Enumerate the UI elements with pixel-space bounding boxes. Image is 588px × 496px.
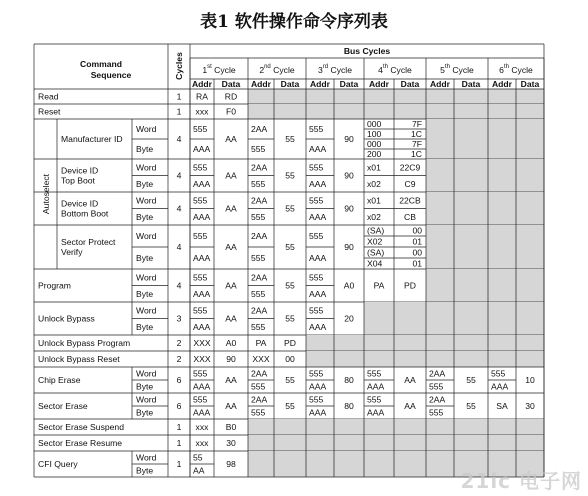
empty-cell [426,335,488,351]
chip-erase-addr: 555 [491,368,506,379]
unlock-bypass-program-data: PD [284,338,296,348]
chip-erase-label: Chip Erase [38,375,81,385]
addr-header: Addr [309,79,331,89]
read-data: RD [224,91,238,102]
device-id-top-data: AA [225,170,237,181]
addr-header: Addr [368,79,390,89]
sector-protect-verify-cycles: 4 [176,242,182,252]
empty-cell [248,435,306,451]
read-addr: RA [196,91,208,102]
program-data: A0 [343,280,355,291]
empty-cell [364,335,426,351]
program-addr: AAA [309,288,327,299]
device-id-bottom-label: Device ID [61,198,99,209]
chip-erase-addr: 2AA [251,368,268,379]
chip-erase-data: 55 [285,375,295,385]
device-id-top-data: 22C9 [399,162,421,173]
empty-cell [426,269,488,302]
sector-erase-suspend-label: Sector Erase Suspend [38,422,124,432]
chip-erase-addr: 555 [193,368,208,379]
unlock-bypass-reset-cycles: 2 [176,354,182,364]
chip-erase-addr: AAA [367,381,385,392]
chip-erase-cycles: 6 [176,375,182,385]
chip-erase-data: AA [404,375,416,385]
empty-cell [426,104,488,119]
sector-erase-addr: 555 [429,407,444,418]
unlock-bypass-addr: AAA [193,321,211,332]
empty-cell [426,225,488,269]
cfi-query-byte: Byte [136,465,154,476]
data-header: Data [520,79,540,89]
program-label: Program [38,280,71,291]
device-id-top-byte: Byte [136,178,154,189]
empty-cell [364,351,426,367]
chip-erase-addr: AAA [309,381,327,392]
device-id-bottom-addr: AAA [309,211,327,222]
device-id-top-addr: 2AA [251,162,268,173]
chip-erase-data: 10 [525,375,535,385]
sector-protect-verify-byte: Byte [136,253,154,263]
device-id-bottom-label: Bottom Boot [61,208,109,219]
manufacturer-id-addr: 555 [251,144,266,154]
sector-protect-verify-data: AA [225,242,237,252]
manufacturer-id-addr: 2AA [251,124,268,134]
device-id-bottom-data: CB [404,211,416,222]
manufacturer-id-byte: Byte [136,144,154,154]
sector-protect-verify-data: 01 [412,236,422,247]
sector-protect-verify-addr: (SA) [367,247,385,258]
empty-cell [364,451,426,477]
cycle-header-1: 1st Cycle [202,64,236,75]
sector-erase-addr: 555 [251,407,266,418]
chip-erase-addr: 555 [429,381,444,392]
manufacturer-id-addr: 100 [367,129,382,139]
unlock-bypass-program-addr: XXX [193,338,211,348]
sector-protect-verify-label: Sector Protect [61,237,116,247]
unlock-bypass-program-data: A0 [225,338,237,348]
sector-erase-data: 80 [344,401,354,411]
program-byte: Byte [136,288,154,299]
sector-protect-verify-addr: AAA [193,253,211,263]
sector-protect-verify-addr: 2AA [251,231,268,241]
manufacturer-id-addr: 000 [367,139,382,149]
cfi-query-addr: AA [193,465,205,476]
sector-protect-verify-addr: 555 [193,231,208,241]
data-header: Data [461,79,481,89]
addr-header: Addr [491,79,513,89]
program-addr: 2AA [251,272,268,283]
chip-erase-data: AA [225,375,237,385]
manufacturer-id-addr: 555 [309,124,324,134]
sector-erase-data: 55 [285,401,295,411]
sector-erase-resume-data: 30 [226,438,236,448]
sector-erase-suspend-data: B0 [225,422,237,432]
device-id-bottom-addr: 2AA [251,195,268,206]
chip-erase-addr: AAA [491,381,509,392]
manufacturer-id-addr: AAA [309,144,327,154]
empty-cell [248,104,306,119]
manufacturer-id-data: 1C [411,149,422,159]
empty-cell [306,451,364,477]
manufacturer-id-data: AA [225,134,237,144]
sector-erase-addr: AAA [309,407,327,418]
device-id-top-addr: AAA [309,178,327,189]
chip-erase-addr: 555 [309,368,324,379]
cycle-header-6: 6th Cycle [499,64,533,75]
sector-protect-verify-data: 00 [412,225,422,236]
sector-protect-verify-word: Word [136,231,157,241]
device-id-bottom-data: 90 [344,203,354,214]
chip-erase-data: 55 [466,375,476,385]
unlock-bypass-data: AA [225,313,237,324]
chip-erase-addr: 2AA [429,368,446,379]
manufacturer-id-data: 55 [285,134,295,144]
reset-addr: xxx [195,106,209,117]
empty-cell [248,419,306,435]
empty-cell [306,104,364,119]
manufacturer-id-cycles: 4 [176,134,182,144]
device-id-top-addr: 555 [193,162,208,173]
unlock-bypass-reset-data: 90 [226,354,236,364]
sector-erase-suspend-cycles: 1 [176,422,182,432]
cfi-query-label: CFI Query [38,459,78,469]
cfi-query-word: Word [136,452,157,463]
empty-cell [426,351,488,367]
manufacturer-id-addr: 555 [193,124,208,134]
sector-protect-verify-data: 00 [412,247,422,258]
device-id-bottom-addr: AAA [193,211,211,222]
sector-erase-resume-cycles: 1 [176,438,182,448]
sector-erase-data: AA [404,401,416,411]
cycle-header-2: 2nd Cycle [259,64,295,75]
device-id-top-label: Device ID [61,165,99,176]
sector-erase-data: AA [225,401,237,411]
chip-erase-addr: 555 [367,368,382,379]
sector-protect-verify-addr: 555 [309,231,324,241]
device-id-top-word: Word [136,162,157,173]
cycles-header: Cycles [174,52,184,80]
unlock-bypass-reset-label: Unlock Bypass Reset [38,354,120,364]
sector-erase-suspend-addr: xxx [195,422,209,432]
addr-header: Addr [250,79,272,89]
sector-erase-resume-label: Sector Erase Resume [38,438,123,448]
device-id-bottom-cycles: 4 [176,203,182,214]
unlock-bypass-program-label: Unlock Bypass Program [38,338,131,348]
empty-cell [306,335,364,351]
unlock-bypass-reset-addr: XXX [252,354,270,364]
addr-header: Addr [191,79,213,89]
device-id-bottom-addr: x02 [367,211,381,222]
unlock-bypass-addr: AAA [309,321,327,332]
program-cycles: 4 [176,280,182,291]
addr-header: Addr [429,79,451,89]
unlock-bypass-byte: Byte [136,321,154,332]
sector-erase-addr: 2AA [251,394,268,405]
manufacturer-id-word: Word [136,124,157,134]
sector-erase-addr: AAA [367,407,385,418]
unlock-bypass-program-cycles: 2 [176,338,182,348]
manufacturer-id-addr: AAA [193,144,211,154]
command-header: Command [79,59,123,69]
chip-erase-byte: Byte [136,381,154,392]
chip-erase-addr: 555 [251,381,266,392]
sector-protect-verify-data: 55 [285,242,295,252]
device-id-top-addr: x01 [367,162,381,173]
device-id-top-data: C9 [404,178,416,189]
program-word: Word [136,272,157,283]
sector-erase-addr: 555 [367,394,382,405]
manufacturer-id-data: 1C [411,129,422,139]
empty-cell [248,451,306,477]
program-data: PD [404,280,416,291]
read-cycles: 1 [176,91,182,102]
chip-erase-word: Word [136,368,157,379]
program-data: 55 [285,280,295,291]
program-addr: 555 [193,272,208,283]
sector-protect-verify-label: Verify [61,247,83,257]
cycle-header-5: 5th Cycle [440,64,474,75]
cycle-header-3: 3rd Cycle [317,64,353,75]
table-title: 表1 软件操作命令序列表 [200,12,388,32]
program-addr: 555 [251,288,266,299]
empty-cell [364,419,426,435]
sector-erase-data: 55 [466,401,476,411]
device-id-bottom-word: Word [136,195,157,206]
unlock-bypass-reset-addr: XXX [193,354,211,364]
empty-cell [306,89,364,104]
program-addr: 555 [309,272,324,283]
empty-cell [426,435,488,451]
empty-cell [426,119,488,159]
sector-erase-addr: 555 [193,394,208,405]
empty-cell [248,89,306,104]
unlock-bypass-reset-data: 00 [285,354,295,364]
cfi-query-cycles: 1 [176,459,182,469]
data-header: Data [221,79,241,89]
sector-protect-verify-addr: X02 [367,236,383,247]
unlock-bypass-data: 20 [344,313,354,324]
chip-erase-addr: AAA [193,381,211,392]
manufacturer-id-data: 7F [411,139,422,149]
device-id-top-addr: 555 [309,162,324,173]
sector-protect-verify-addr: 555 [251,253,266,263]
empty-cell [364,104,426,119]
sector-protect-verify-addr: X04 [367,258,383,269]
sector-protect-verify-data: 01 [412,258,422,269]
manufacturer-id-data: 7F [411,119,422,129]
sector-protect-verify-addr: (SA) [367,225,385,236]
data-header: Data [280,79,300,89]
data-header: Data [400,79,420,89]
chip-erase-data: 80 [344,375,354,385]
bus-cycles-header: Bus Cycles [343,46,391,56]
empty-cell [426,159,488,192]
device-id-bottom-addr: 555 [251,211,266,222]
unlock-bypass-cycles: 3 [176,313,182,324]
empty-cell [306,435,364,451]
empty-cell [364,435,426,451]
data-header: Data [339,79,359,89]
program-data: AA [225,280,237,291]
sector-erase-addr: 2AA [429,394,446,405]
device-id-top-addr: x02 [367,178,381,189]
device-id-top-addr: 555 [251,178,266,189]
empty-cell [364,89,426,104]
manufacturer-id-addr: 200 [367,149,382,159]
watermark-logo: 21ic 电子网 [460,469,582,493]
cfi-query-data: 98 [226,459,236,469]
device-id-bottom-addr: 555 [309,195,324,206]
sector-erase-addr: 555 [309,394,324,405]
device-id-top-data: 90 [344,170,354,181]
reset-data: F0 [225,106,237,117]
unlock-bypass-label: Unlock Bypass [38,313,95,324]
device-id-top-cycles: 4 [176,170,182,181]
manufacturer-id-data: 90 [344,134,354,144]
empty-cell [426,419,488,435]
device-id-bottom-data: 55 [285,203,295,214]
sector-erase-label: Sector Erase [38,401,88,411]
reset-label: Reset [38,106,61,117]
unlock-bypass-addr: 555 [193,305,208,316]
program-addr: AAA [193,288,211,299]
device-id-bottom-byte: Byte [136,211,154,222]
unlock-bypass-addr: 555 [251,321,266,332]
unlock-bypass-data: 55 [285,313,295,324]
unlock-bypass-addr: 2AA [251,305,268,316]
device-id-bottom-addr: 555 [193,195,208,206]
sector-erase-addr: AAA [193,407,211,418]
sector-erase-byte: Byte [136,407,154,418]
unlock-bypass-program-addr: PA [255,338,267,348]
manufacturer-id-label: Manufacturer ID [61,134,123,144]
sector-protect-verify-addr: AAA [309,253,327,263]
sector-erase-word: Word [136,394,157,405]
manufacturer-id-addr: 000 [367,119,382,129]
empty-cell [426,192,488,225]
device-id-top-addr: AAA [193,178,211,189]
read-label: Read [38,91,59,102]
empty-cell [306,419,364,435]
empty-cell [306,351,364,367]
sector-erase-cycles: 6 [176,401,182,411]
sector-erase-data: 30 [525,401,535,411]
empty-cell [364,302,426,335]
sector-erase-resume-addr: xxx [195,438,209,448]
device-id-bottom-data: AA [225,203,237,214]
device-id-bottom-data: 22CB [399,195,421,206]
empty-cell [426,89,488,104]
autoselect-label: Autoselect [41,173,51,215]
device-id-top-data: 55 [285,170,295,181]
cycle-header-4: 4th Cycle [378,64,412,75]
device-id-top-label: Top Boot [61,175,95,186]
sector-protect-verify-data: 90 [344,242,354,252]
reset-cycles: 1 [176,106,182,117]
empty-cell [426,302,488,335]
unlock-bypass-word: Word [136,305,157,316]
sequence-header: Sequence [90,70,132,80]
sector-erase-addr: SA [496,401,508,411]
unlock-bypass-addr: 555 [309,305,324,316]
cfi-query-addr: 55 [193,452,203,463]
program-addr: PA [373,280,385,291]
device-id-bottom-addr: x01 [367,195,381,206]
